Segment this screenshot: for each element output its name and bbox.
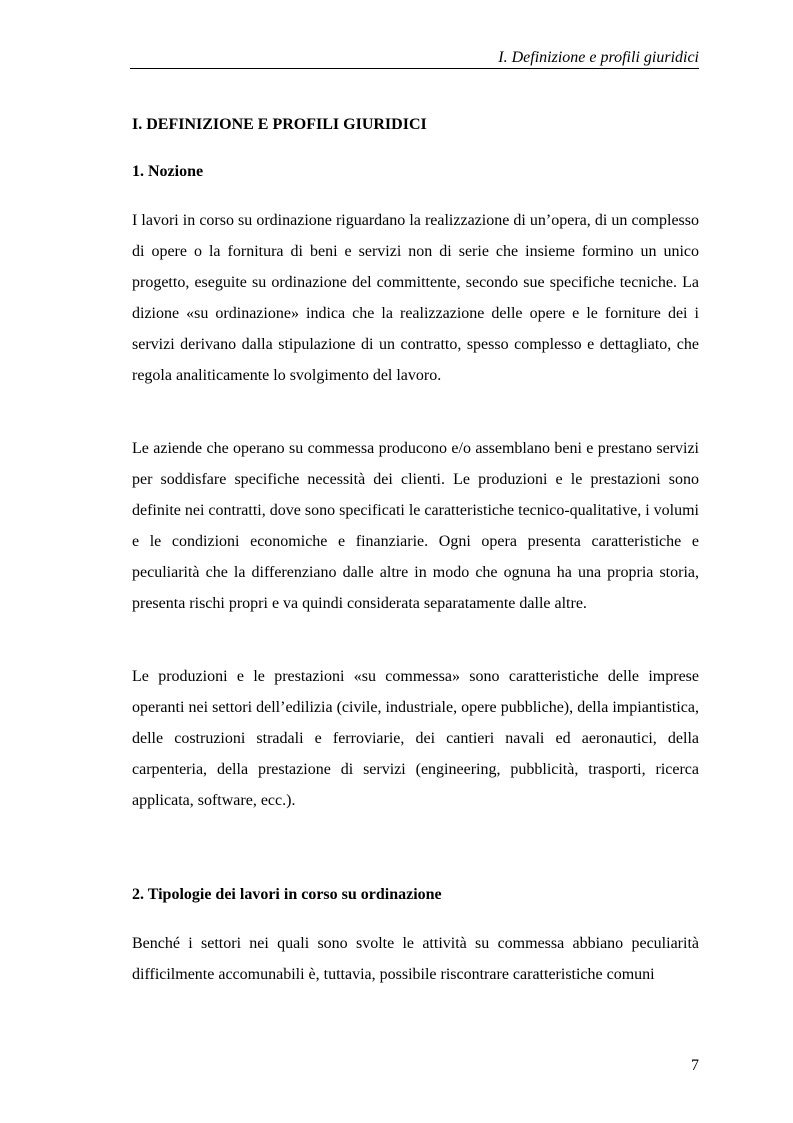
- paragraph: Le produzioni e le prestazioni «su commessa» sono caratteristiche delle imprese operanti nei settori dell’edilizia (civile, industriale, opere pubbliche), della impiantistica, delle costruzioni stradali e ferroviarie, dei cantieri navali ed aeronautici, della carpenteria, della prestazione di servizi (engineering, pubblicità, trasporti, ricerca applicata, software, ecc.).: [132, 668, 699, 809]
- running-header: I. Definizione e profili giuridici: [498, 49, 699, 66]
- section-heading-nozione: 1. Nozione: [132, 163, 204, 180]
- chapter-title: I. DEFINIZIONE E PROFILI GIURIDICI: [132, 116, 427, 133]
- paragraph: Benché i settori nei quali sono svolte le attività su commessa abbiano peculiarità difficilmente accomunabili è, tuttavia, possibile riscontrare caratteristiche comuni: [132, 935, 699, 983]
- header-rule: [130, 68, 699, 69]
- paragraph: I lavori in corso su ordinazione riguardano la realizzazione di un’opera, di un complesso di opere o la fornitura di beni e servizi non di serie che insieme formino un unico progetto, eseguite su ordinazione del committente, secondo sue specifiche tecniche. La dizione «su ordinazione» indica che la realizzazione delle opere e le forniture dei i servizi derivano dalla stipulazione di un contratto, spesso complesso e dettagliato, che regola analiticamente lo svolgimento del lavoro.: [132, 212, 699, 384]
- paragraph: Le aziende che operano su commessa producono e/o assemblano beni e prestano servizi per soddisfare specifiche necessità dei clienti. Le produzioni e le prestazioni sono definite nei contratti, dove sono specificati le caratteristiche tecnico-qualitative, i volumi e le condizioni economiche e finanziarie. Ogni opera presenta caratteristiche e peculiarità che la differenziano dalle altre in modo che ognuna ha una propria storia, presenta rischi propri e va quindi considerata separatamente dalle altre.: [132, 440, 699, 612]
- page-number: 7: [691, 1057, 699, 1074]
- section-heading-tipologie: 2. Tipologie dei lavori in corso su ordinazione: [132, 886, 442, 903]
